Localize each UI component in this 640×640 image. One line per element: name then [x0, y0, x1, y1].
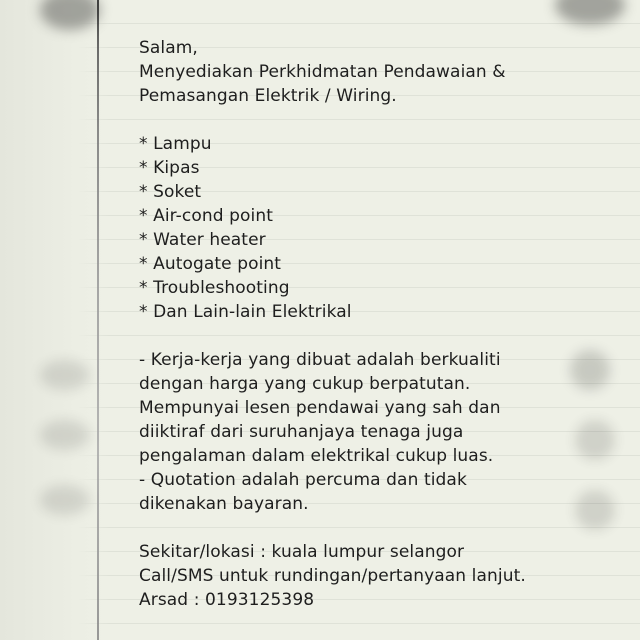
detail-line: dikenakan bayaran.	[139, 494, 309, 514]
intro-line: Pemasangan Elektrik / Wiring.	[139, 86, 397, 106]
service-item: * Soket	[139, 182, 202, 202]
service-item: * Lampu	[139, 134, 212, 154]
contact-phone: Arsad : 0193125398	[139, 590, 315, 610]
detail-line: - Quotation adalah percuma dan tidak	[139, 470, 467, 490]
service-item: * Air-cond point	[139, 206, 273, 226]
service-item: * Kipas	[139, 158, 200, 178]
blur-mark	[40, 360, 90, 390]
margin-line	[97, 0, 99, 640]
detail-line: dengan harga yang cukup berpatutan.	[139, 374, 471, 394]
service-item: * Water heater	[139, 230, 266, 250]
blur-mark	[40, 420, 90, 450]
note-text	[139, 36, 619, 612]
contact-call: Call/SMS untuk rundingan/pertanyaan lanjut.	[139, 566, 526, 586]
blur-mark	[40, 485, 90, 515]
blur-mark	[555, 0, 625, 25]
detail-line: diiktiraf dari suruhanjaya tenaga juga	[139, 422, 464, 442]
detail-line: - Kerja-kerja yang dibuat adalah berkualiti	[139, 350, 501, 370]
contact-location: Sekitar/lokasi : kuala lumpur selangor	[139, 542, 465, 562]
service-item: * Dan Lain-lain Elektrikal	[139, 302, 352, 322]
intro-line: Menyediakan Perkhidmatan Pendawaian &	[139, 62, 506, 82]
detail-line: Mempunyai lesen pendawai yang sah dan	[139, 398, 501, 418]
service-item: * Troubleshooting	[139, 278, 290, 298]
detail-line: pengalaman dalam elektrikal cukup luas.	[139, 446, 494, 466]
service-item: * Autogate point	[139, 254, 282, 274]
greeting: Salam,	[139, 38, 198, 58]
page-shadow	[0, 0, 110, 640]
